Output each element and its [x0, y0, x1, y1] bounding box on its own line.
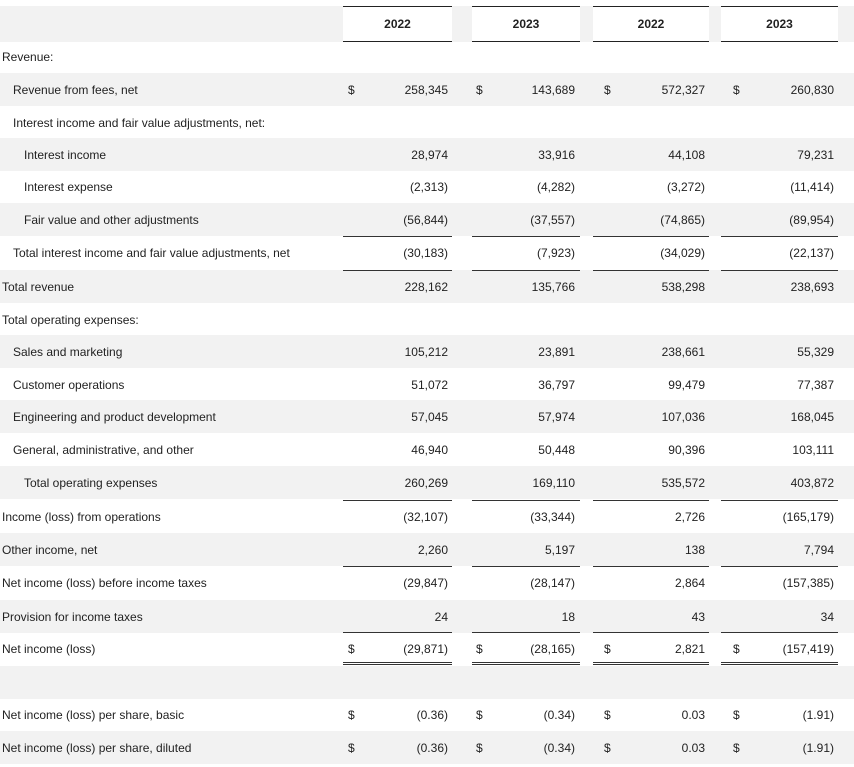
cell-value: 260,830	[790, 82, 834, 97]
cell-value: (4,282)	[536, 179, 575, 194]
cell-value: 2,260	[417, 542, 448, 557]
cell-value: (56,844)	[403, 212, 448, 227]
cell-value: (0.34)	[543, 707, 575, 722]
table-row	[0, 466, 854, 499]
subtotal-rule	[472, 500, 580, 501]
currency-symbol: $	[604, 740, 611, 755]
cell-value: 57,045	[411, 409, 448, 424]
cell-value: (34,029)	[660, 245, 705, 260]
subtotal-rule	[593, 500, 709, 501]
table-row	[0, 731, 854, 764]
cell-value: 403,872	[790, 475, 834, 490]
currency-symbol: $	[348, 641, 355, 656]
cell-value: 2,864	[674, 575, 705, 590]
row-label: Fair value and other adjustments	[24, 212, 199, 227]
cell-value: 43	[691, 609, 705, 624]
table-row	[0, 170, 854, 203]
cell-value	[485, 303, 575, 336]
subtotal-rule	[721, 500, 838, 501]
row-label: Income (loss) from operations	[2, 509, 161, 524]
cell-value: (1.91)	[802, 740, 834, 755]
cell-value: (1.91)	[802, 707, 834, 722]
currency-symbol: $	[476, 707, 483, 722]
cell-value: (0.36)	[416, 707, 448, 722]
cell-value: (157,419)	[782, 641, 834, 656]
cell-value	[744, 666, 834, 699]
cell-value: 24	[434, 609, 448, 624]
cell-value: 0.03	[681, 740, 705, 755]
cell-value	[744, 106, 834, 139]
currency-symbol: $	[604, 707, 611, 722]
table-row	[0, 400, 854, 433]
table-row	[0, 236, 854, 269]
table-row	[0, 335, 854, 368]
cell-value: 28,974	[411, 147, 448, 162]
table-row	[0, 368, 854, 401]
cell-value	[485, 666, 575, 699]
cell-value: 2,726	[674, 509, 705, 524]
table-row	[0, 270, 854, 303]
cell-value: 44,108	[668, 147, 705, 162]
cell-value	[615, 303, 705, 336]
cell-value: (29,871)	[403, 641, 448, 656]
row-label: Customer operations	[13, 377, 125, 392]
subtotal-rule	[472, 270, 580, 271]
cell-value: 7,794	[803, 542, 834, 557]
row-label: Other income, net	[2, 542, 98, 557]
cell-value: 99,479	[668, 377, 705, 392]
cell-value: 572,327	[661, 82, 705, 97]
subtotal-rule	[721, 270, 838, 271]
table-row	[0, 73, 854, 106]
total-double-rule	[343, 662, 452, 665]
row-label: Interest income	[24, 147, 107, 162]
cell-value: (74,865)	[660, 212, 705, 227]
cell-value: 55,329	[797, 344, 834, 359]
table-row	[0, 600, 854, 633]
table-row	[0, 203, 854, 236]
cell-value: (37,557)	[530, 212, 575, 227]
cell-value: 0.03	[681, 707, 705, 722]
subtotal-rule	[721, 566, 838, 567]
cell-value: (2,313)	[409, 179, 448, 194]
cell-value	[744, 303, 834, 336]
currency-symbol: $	[733, 740, 740, 755]
row-label: Revenue from fees, net	[13, 82, 138, 97]
subtotal-rule	[343, 632, 452, 633]
currency-symbol: $	[733, 641, 740, 656]
cell-value: 143,689	[531, 82, 575, 97]
column-header-3: 2023	[721, 6, 838, 42]
cell-value: (89,954)	[789, 212, 834, 227]
row-label: Total operating expenses:	[2, 312, 139, 327]
row-label: Sales and marketing	[13, 344, 123, 359]
cell-value: 23,891	[538, 344, 575, 359]
cell-value: 33,916	[538, 147, 575, 162]
column-header-2: 2022	[593, 6, 709, 42]
table-row	[0, 698, 854, 731]
cell-value: (7,923)	[536, 245, 575, 260]
subtotal-rule	[593, 566, 709, 567]
table-row	[0, 138, 854, 171]
cell-value: 103,111	[792, 442, 834, 457]
column-header-1: 2023	[472, 6, 580, 42]
row-label: Total revenue	[2, 279, 75, 294]
row-label: Net income (loss)	[2, 641, 96, 656]
currency-symbol: $	[476, 641, 483, 656]
table-row	[0, 666, 854, 699]
subtotal-rule	[721, 632, 838, 633]
cell-value: 50,448	[538, 442, 575, 457]
currency-symbol: $	[348, 707, 355, 722]
currency-symbol: $	[348, 82, 355, 97]
cell-value: 36,797	[538, 377, 575, 392]
cell-value	[358, 303, 448, 336]
total-double-rule	[721, 662, 838, 665]
cell-value: 138	[684, 542, 705, 557]
row-label: General, administrative, and other	[13, 442, 194, 457]
cell-value: 258,345	[404, 82, 448, 97]
cell-value: (28,165)	[530, 641, 575, 656]
row-label: Interest income and fair value adjustments, net:	[13, 115, 266, 130]
cell-value: 2,821	[674, 641, 705, 656]
row-label: Interest expense	[24, 179, 113, 194]
cell-value: 538,298	[661, 279, 705, 294]
subtotal-rule	[343, 566, 452, 567]
cell-value: 107,036	[661, 409, 705, 424]
cell-value: 90,396	[668, 442, 705, 457]
cell-value: (0.36)	[416, 740, 448, 755]
cell-value: (30,183)	[403, 245, 448, 260]
cell-value	[615, 40, 705, 73]
table-row	[0, 533, 854, 566]
cell-value	[358, 106, 448, 139]
row-label: Net income (loss) per share, diluted	[2, 740, 192, 755]
currency-symbol: $	[604, 82, 611, 97]
cell-value	[485, 40, 575, 73]
table-row	[0, 566, 854, 599]
subtotal-rule	[343, 270, 452, 271]
cell-value: 57,974	[538, 409, 575, 424]
cell-value: 79,231	[797, 147, 834, 162]
subtotal-rule	[343, 500, 452, 501]
cell-value: 105,212	[404, 344, 448, 359]
cell-value	[615, 666, 705, 699]
cell-value: (32,107)	[403, 509, 448, 524]
cell-value: 5,197	[544, 542, 575, 557]
cell-value: 169,110	[532, 475, 575, 490]
cell-value: 535,572	[661, 475, 705, 490]
total-double-rule	[472, 662, 580, 665]
cell-value: 34	[820, 609, 834, 624]
column-header-0: 2022	[343, 6, 452, 42]
cell-value	[744, 40, 834, 73]
table-row	[0, 632, 854, 665]
currency-symbol: $	[733, 707, 740, 722]
subtotal-rule	[472, 566, 580, 567]
cell-value: (165,179)	[782, 509, 834, 524]
row-label: Provision for income taxes	[2, 609, 143, 624]
subtotal-rule	[472, 632, 580, 633]
cell-value: 228,162	[404, 279, 448, 294]
row-label: Total interest income and fair value adjustments, net	[13, 245, 290, 260]
cell-value: 51,072	[411, 377, 448, 392]
currency-symbol: $	[348, 740, 355, 755]
cell-value: 168,045	[790, 409, 834, 424]
cell-value: 238,661	[661, 344, 705, 359]
subtotal-rule	[721, 236, 838, 237]
cell-value: (3,272)	[666, 179, 705, 194]
cell-value	[485, 106, 575, 139]
cell-value	[615, 106, 705, 139]
cell-value: 135,766	[531, 279, 575, 294]
cell-value: 18	[561, 609, 575, 624]
row-label: Net income (loss) before income taxes	[2, 575, 207, 590]
currency-symbol: $	[476, 82, 483, 97]
table-row	[0, 433, 854, 466]
table-row	[0, 500, 854, 533]
cell-value: (22,137)	[789, 245, 834, 260]
currency-symbol: $	[604, 641, 611, 656]
subtotal-rule	[593, 270, 709, 271]
subtotal-rule	[593, 236, 709, 237]
cell-value: 77,387	[797, 377, 834, 392]
cell-value: (157,385)	[782, 575, 834, 590]
subtotal-rule	[472, 236, 580, 237]
cell-value: (0.34)	[543, 740, 575, 755]
cell-value: 260,269	[404, 475, 448, 490]
table-row	[0, 40, 854, 73]
currency-symbol: $	[476, 740, 483, 755]
cell-value: (28,147)	[530, 575, 575, 590]
cell-value	[358, 666, 448, 699]
row-label: Engineering and product development	[13, 409, 216, 424]
row-label: Net income (loss) per share, basic	[2, 707, 185, 722]
total-double-rule	[593, 662, 709, 665]
cell-value: (33,344)	[530, 509, 575, 524]
table-row	[0, 303, 854, 336]
cell-value: (29,847)	[403, 575, 448, 590]
cell-value: 46,940	[411, 442, 448, 457]
table-row	[0, 106, 854, 139]
cell-value: 238,693	[790, 279, 834, 294]
subtotal-rule	[343, 236, 452, 237]
cell-value	[358, 40, 448, 73]
cell-value: (11,414)	[790, 179, 834, 194]
subtotal-rule	[593, 632, 709, 633]
row-label: Total operating expenses	[24, 475, 158, 490]
row-label: Revenue:	[2, 49, 54, 64]
currency-symbol: $	[733, 82, 740, 97]
